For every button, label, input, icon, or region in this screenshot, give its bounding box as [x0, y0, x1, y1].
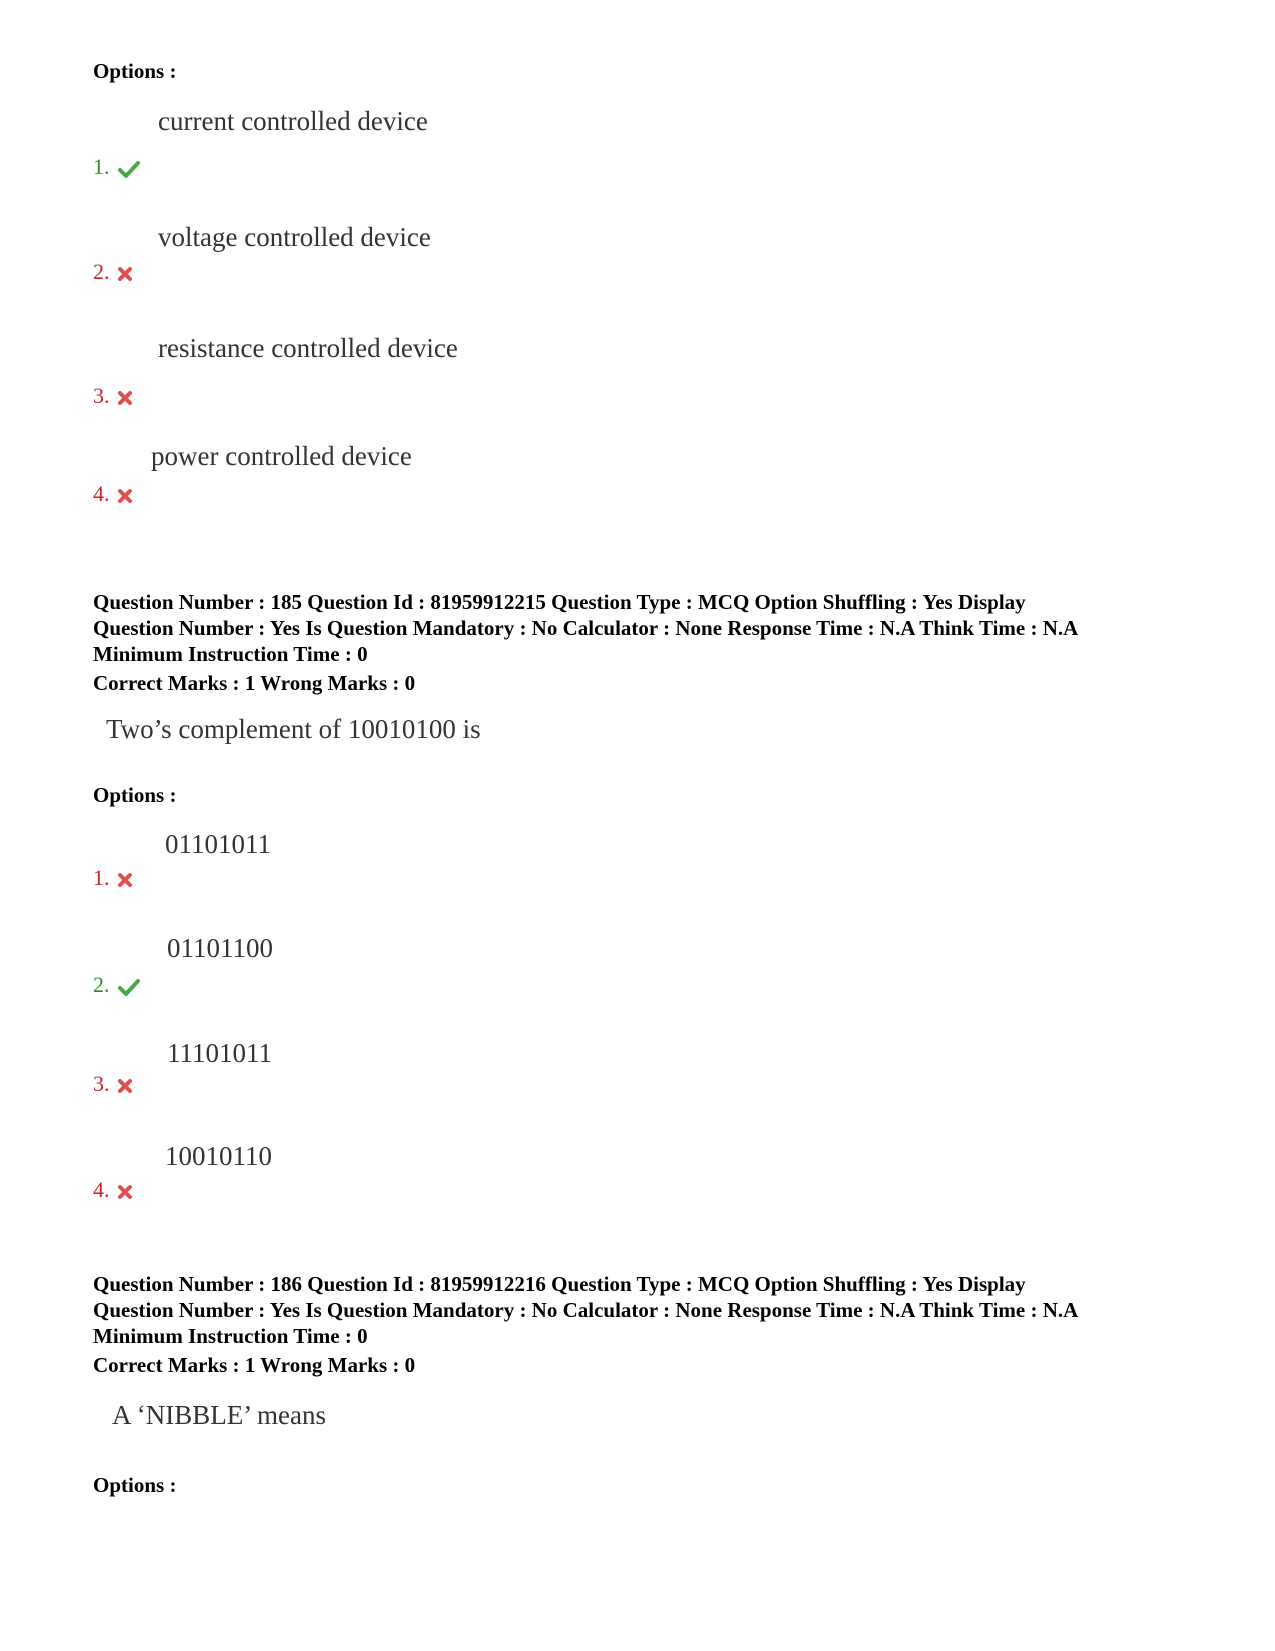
- option-text: 10010110: [165, 1141, 272, 1171]
- option-text: current controlled device: [158, 106, 428, 136]
- question-stem: A ‘NIBBLE’ means: [112, 1400, 326, 1430]
- marks-line: Correct Marks : 1 Wrong Marks : 0: [93, 671, 416, 695]
- meta-line: Question Number : Yes Is Question Mandatory : No Calculator : None Response Time : N.A Think Time : N.A: [93, 1298, 1079, 1322]
- meta-line: Minimum Instruction Time : 0: [93, 1324, 368, 1348]
- cross-icon: [118, 1185, 132, 1199]
- option-text: voltage controlled device: [158, 222, 431, 252]
- option-text: 01101011: [165, 829, 271, 859]
- cross-icon: [118, 873, 132, 887]
- marks-line: Correct Marks : 1 Wrong Marks : 0: [93, 1353, 416, 1377]
- meta-line: Question Number : Yes Is Question Mandatory : No Calculator : None Response Time : N.A Think Time : N.A: [93, 616, 1079, 640]
- option-number: 4.: [93, 1177, 132, 1203]
- option-number: 2.: [93, 259, 132, 285]
- option-number: 1.: [93, 154, 140, 180]
- meta-line: Question Number : 186 Question Id : 81959912216 Question Type : MCQ Option Shuffling : Yes Display: [93, 1272, 1026, 1296]
- cross-icon: [118, 391, 132, 405]
- options-label: Options :: [93, 783, 177, 807]
- question-meta: [93, 1271, 1213, 1349]
- option-number: 2.: [93, 972, 140, 998]
- option-text: 01101100: [167, 933, 273, 963]
- option-text: 11101011: [167, 1038, 272, 1068]
- check-icon: [118, 978, 140, 996]
- cross-icon: [118, 1079, 132, 1093]
- question-stem: Two’s complement of 10010100 is: [106, 714, 481, 744]
- option-number: 1.: [93, 865, 132, 891]
- option-text: power controlled device: [151, 441, 412, 471]
- meta-line: Question Number : 185 Question Id : 81959912215 Question Type : MCQ Option Shuffling : Yes Display: [93, 590, 1026, 614]
- check-icon: [118, 160, 140, 178]
- question-meta: [93, 589, 1213, 667]
- option-number: 4.: [93, 481, 132, 507]
- option-number: 3.: [93, 383, 132, 409]
- option-number: 3.: [93, 1071, 132, 1097]
- options-label: Options :: [93, 1473, 177, 1497]
- meta-line: Minimum Instruction Time : 0: [93, 642, 368, 666]
- cross-icon: [118, 489, 132, 503]
- option-text: resistance controlled device: [158, 333, 458, 363]
- cross-icon: [118, 267, 132, 281]
- options-label: Options :: [93, 59, 177, 83]
